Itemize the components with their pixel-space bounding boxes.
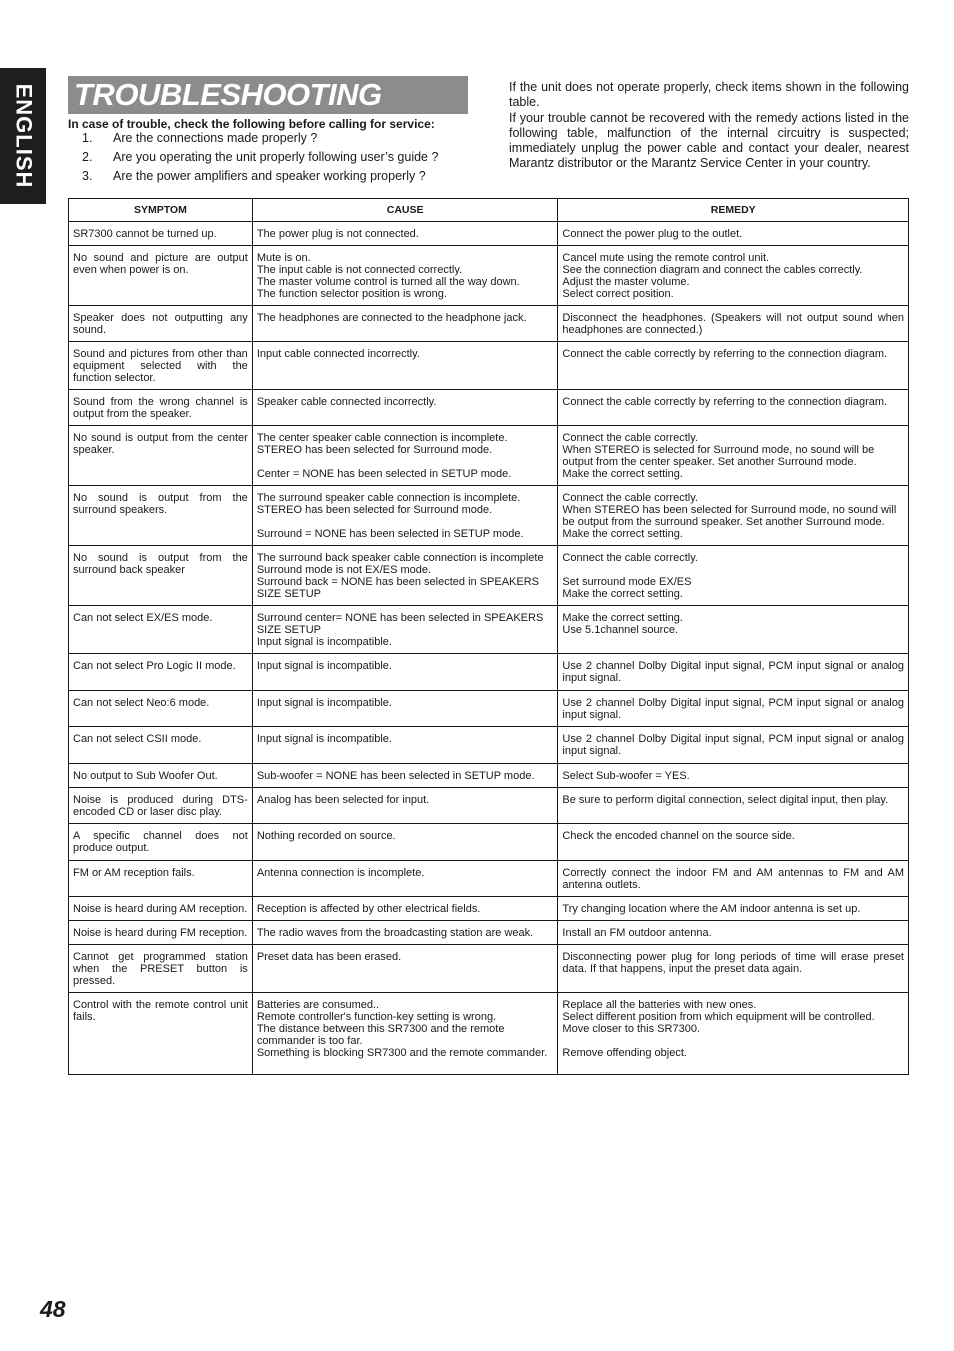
remedy-line: Adjust the master volume. [562,276,690,288]
remedy-line: Make the correct setting. [562,588,683,600]
symptom-cell [69,306,253,342]
cause-cell [252,824,558,861]
intro-paragraph: If your trouble cannot be recovered with the remedy actions listed in the following table, malfunction of the internal circuitry is suspected; immediately unplug the power cable and contact your dealer, nearest Marantz distributor or the Marantz Service Center in your country. [509,110,909,171]
cause-line: The input cable is not connected correctly. [256,264,463,276]
checklist-item-number: 3. [82,169,93,183]
page-title: TROUBLESHOOTING [68,76,468,114]
remedy-cell [558,691,909,727]
symptom-line: Can not select EX/ES mode. [73,612,213,624]
cause-line: The center speaker cable connection is incomplete. [256,432,508,444]
remedy-line: Connect the cable correctly. [562,552,698,564]
remedy-line: Replace all the batteries with new ones. [562,999,757,1011]
cause-line: Something is blocking SR7300 and the remote commander. [256,1047,548,1059]
table-row [69,606,909,654]
symptom-cell [69,342,253,390]
symptom-line: Sound from the wrong channel is output from the speaker. [73,396,251,420]
symptom-line: A specific channel does not produce output. [73,830,251,854]
remedy-cell [558,897,909,921]
cause-header: CAUSE [252,199,558,222]
cause-cell [252,897,558,921]
remedy-cell [558,764,909,788]
remedy-line: Cancel mute using the remote control unit. [562,252,770,264]
symptom-cell [69,861,253,897]
symptom-cell [69,222,253,246]
symptom-cell [69,897,253,921]
cause-line: The function selector position is wrong. [256,288,447,300]
cause-cell [252,945,558,993]
cause-line: Reception is affected by other electrical fields. [256,903,481,915]
checklist-item-text: Are you operating the unit properly following user’s guide ? [113,150,439,164]
cause-cell [252,921,558,945]
symptom-line: Noise is heard during FM reception. [73,927,248,939]
symptom-cell [69,921,253,945]
cause-line: Sub-woofer = NONE has been selected in SETUP mode. [256,770,535,782]
remedy-line: Be sure to perform digital connection, select digital input, then play. [562,794,889,806]
checklist-item-text: Are the connections made properly ? [113,131,318,145]
cause-cell [252,606,558,654]
remedy-line: See the connection diagram and connect the cables correctly. [562,264,863,276]
remedy-line: Select correct position. [562,288,674,300]
symptom-line: Control with the remote control unit fails. [73,999,251,1023]
remedy-line: Use 2 channel Dolby Digital input signal, PCM input signal or analog input signal. [562,660,908,684]
symptom-cell [69,788,253,824]
symptom-cell [69,727,253,764]
table-row [69,546,909,606]
cause-cell [252,788,558,824]
symptom-line: No output to Sub Woofer Out. [73,770,218,782]
table-header-row [69,199,909,222]
cause-line: Batteries are consumed.. [256,999,380,1011]
remedy-line: Use 2 channel Dolby Digital input signal, PCM input signal or analog input signal. [562,697,908,721]
table-row [69,824,909,861]
remedy-cell [558,546,909,606]
cause-cell [252,654,558,691]
symptom-cell [69,390,253,426]
remedy-cell [558,342,909,390]
cause-line: The master volume control is turned all the way down. [256,276,520,288]
table-row [69,921,909,945]
table-row [69,342,909,390]
remedy-cell [558,426,909,486]
remedy-line: Connect the cable correctly by referring to the connection diagram. [562,348,888,360]
cause-cell [252,246,558,306]
cause-line: The surround back speaker cable connection is incomplete [256,552,544,564]
cause-cell [252,764,558,788]
symptom-line: Noise is heard during AM reception. [73,903,248,915]
pre-service-checklist [82,131,438,188]
symptom-line: No sound is output from the surround speakers. [73,492,251,516]
remedy-cell [558,486,909,546]
symptom-line: Sound and pictures from other than equipment selected with the function selector. [73,348,251,384]
remedy-cell [558,824,909,861]
remedy-line: Use 2 channel Dolby Digital input signal, PCM input signal or analog input signal. [562,733,908,757]
symptom-line: No sound is output from the center speaker. [73,432,251,456]
remedy-line: Disconnecting power plug for long periods of time will erase preset data. If that happens, input the preset data again. [562,951,908,975]
remedy-line: Make the correct setting. [562,468,683,480]
cause-line: STEREO has been selected for Surround mode. [256,504,493,516]
remedy-cell [558,306,909,342]
symptom-line: No sound is output from the surround back speaker [73,552,251,576]
remedy-line: Move closer to this SR7300. [562,1023,700,1035]
remedy-cell [558,246,909,306]
checklist-heading: In case of trouble, check the following before calling for service: [68,117,435,131]
symptom-line: Noise is produced during DTS-encoded CD or laser disc play. [73,794,248,818]
cause-line: Surround center= NONE has been selected in SPEAKERS SIZE SETUP [256,612,547,636]
table-row [69,222,909,246]
remedy-line: Connect the cable correctly. [562,492,698,504]
table-row [69,897,909,921]
checklist-item-number: 2. [82,150,93,164]
checklist-item-text: Are the power amplifiers and speaker working properly ? [113,169,426,183]
symptom-line: Can not select Pro Logic II mode. [73,660,236,672]
remedy-line: Select different position from which equipment will be controlled. [562,1011,875,1023]
cause-line: Surround back = NONE has been selected in SPEAKERS SIZE SETUP [256,576,543,600]
cause-line: Center = NONE has been selected in SETUP mode. [256,468,512,480]
remedy-cell [558,222,909,246]
remedy-line: Connect the power plug to the outlet. [562,228,743,240]
remedy-line: Make the correct setting. [562,528,683,540]
table-row [69,390,909,426]
symptom-cell [69,606,253,654]
symptom-cell [69,993,253,1075]
cause-line: Input cable connected incorrectly. [256,348,420,360]
cause-line: Input signal is incompatible. [256,660,392,672]
remedy-line: When STEREO is selected for Surround mode, no sound will be output from the center speaker. Set another Surround mode. [562,444,878,468]
cause-line: The radio waves from the broadcasting station are weak. [256,927,534,939]
table-row [69,788,909,824]
remedy-cell [558,921,909,945]
remedy-line: Install an FM outdoor antenna. [562,927,712,939]
symptom-cell [69,426,253,486]
symptom-cell [69,486,253,546]
cause-cell [252,222,558,246]
symptom-line: No sound and picture are output even when power is on. [73,252,251,276]
checklist-item [82,131,438,150]
cause-line: Input signal is incompatible. [256,636,392,648]
remedy-line: Try changing location where the AM indoor antenna is set up. [562,903,861,915]
symptom-cell [69,945,253,993]
remedy-line: Correctly connect the indoor FM and AM antennas to FM and AM antenna outlets. [562,867,908,891]
symptom-line: Can not select CSII mode. [73,733,202,745]
intro-text [509,80,909,172]
cause-line: The headphones are connected to the headphone jack. [256,312,527,324]
cause-line [257,516,554,528]
remedy-line: Check the encoded channel on the source side. [562,830,795,842]
page-number: 48 [40,1296,66,1322]
symptom-cell [69,824,253,861]
remedy-line [562,564,904,576]
cause-line: The distance between this SR7300 and the remote commander is too far. [256,1023,508,1047]
remedy-cell [558,390,909,426]
symptom-line: Can not select Neo:6 mode. [73,697,210,709]
remedy-cell [558,861,909,897]
symptom-line: FM or AM reception fails. [73,867,195,879]
remedy-line: When STEREO has been selected for Surround mode, no sound will be output from the surround speaker. Set another Surround mode. [562,504,900,528]
symptom-cell [69,246,253,306]
cause-line: Surround mode is not EX/ES mode. [256,564,432,576]
remedy-line: Make the correct setting. [562,612,683,624]
cause-cell [252,390,558,426]
remedy-line: Connect the cable correctly by referring to the connection diagram. [562,396,888,408]
remedy-line: Disconnect the headphones. (Speakers will not output sound when headphones are connected.) [562,312,908,336]
table-row [69,246,909,306]
remedy-cell [558,993,909,1075]
table-body [69,222,909,1075]
cause-line: Speaker cable connected incorrectly. [256,396,437,408]
table-row [69,727,909,764]
cause-line: Input signal is incompatible. [256,697,392,709]
remedy-cell [558,606,909,654]
cause-line: The power plug is not connected. [256,228,419,240]
table-row [69,764,909,788]
intro-paragraph: If the unit does not operate properly, check items shown in the following table. [509,80,909,110]
remedy-line: Use 5.1channel source. [562,624,678,636]
cause-cell [252,426,558,486]
remedy-cell [558,788,909,824]
remedy-line: Connect the cable correctly. [562,432,698,444]
cause-line: The surround speaker cable connection is incomplete. [256,492,521,504]
symptom-line: SR7300 cannot be turned up. [73,228,217,240]
cause-cell [252,727,558,764]
symptom-cell [69,691,253,727]
table-row [69,861,909,897]
troubleshooting-table [68,198,909,1075]
cause-line: Nothing recorded on source. [256,830,396,842]
remedy-cell [558,945,909,993]
table-row [69,654,909,691]
remedy-line: Select Sub-woofer = YES. [562,770,690,782]
remedy-cell [558,654,909,691]
remedy-line [562,1035,904,1047]
table-row [69,691,909,727]
symptom-cell [69,546,253,606]
cause-line: Input signal is incompatible. [256,733,392,745]
table-row [69,306,909,342]
table-row [69,486,909,546]
checklist-item [82,169,438,188]
cause-line: Mute is on. [256,252,311,264]
remedy-header: REMEDY [558,199,909,222]
cause-line: Analog has been selected for input. [256,794,430,806]
remedy-line: Remove offending object. [562,1047,687,1059]
symptom-line: Cannot get programmed station when the PRESET button is pressed. [73,951,251,987]
cause-line: Remote controller's function-key setting is wrong. [256,1011,497,1023]
cause-cell [252,993,558,1075]
table-row [69,426,909,486]
symptom-header: SYMPTOM [69,199,253,222]
cause-cell [252,342,558,390]
checklist-item-number: 1. [82,131,93,145]
cause-line: Preset data has been erased. [256,951,402,963]
remedy-cell [558,727,909,764]
cause-cell [252,546,558,606]
cause-line [257,456,554,468]
cause-cell [252,306,558,342]
symptom-cell [69,764,253,788]
language-tab-label: ENGLISH [11,83,37,189]
checklist-item [82,150,438,169]
remedy-line: Set surround mode EX/ES [562,576,692,588]
cause-line: STEREO has been selected for Surround mode. [256,444,493,456]
cause-cell [252,861,558,897]
symptom-cell [69,654,253,691]
cause-cell [252,486,558,546]
cause-line: Surround = NONE has been selected in SETUP mode. [256,528,524,540]
table-row [69,993,909,1075]
language-tab [0,68,46,204]
cause-cell [252,691,558,727]
cause-line: Antenna connection is incomplete. [256,867,425,879]
table-row [69,945,909,993]
symptom-line: Speaker does not outputting any sound. [73,312,251,336]
